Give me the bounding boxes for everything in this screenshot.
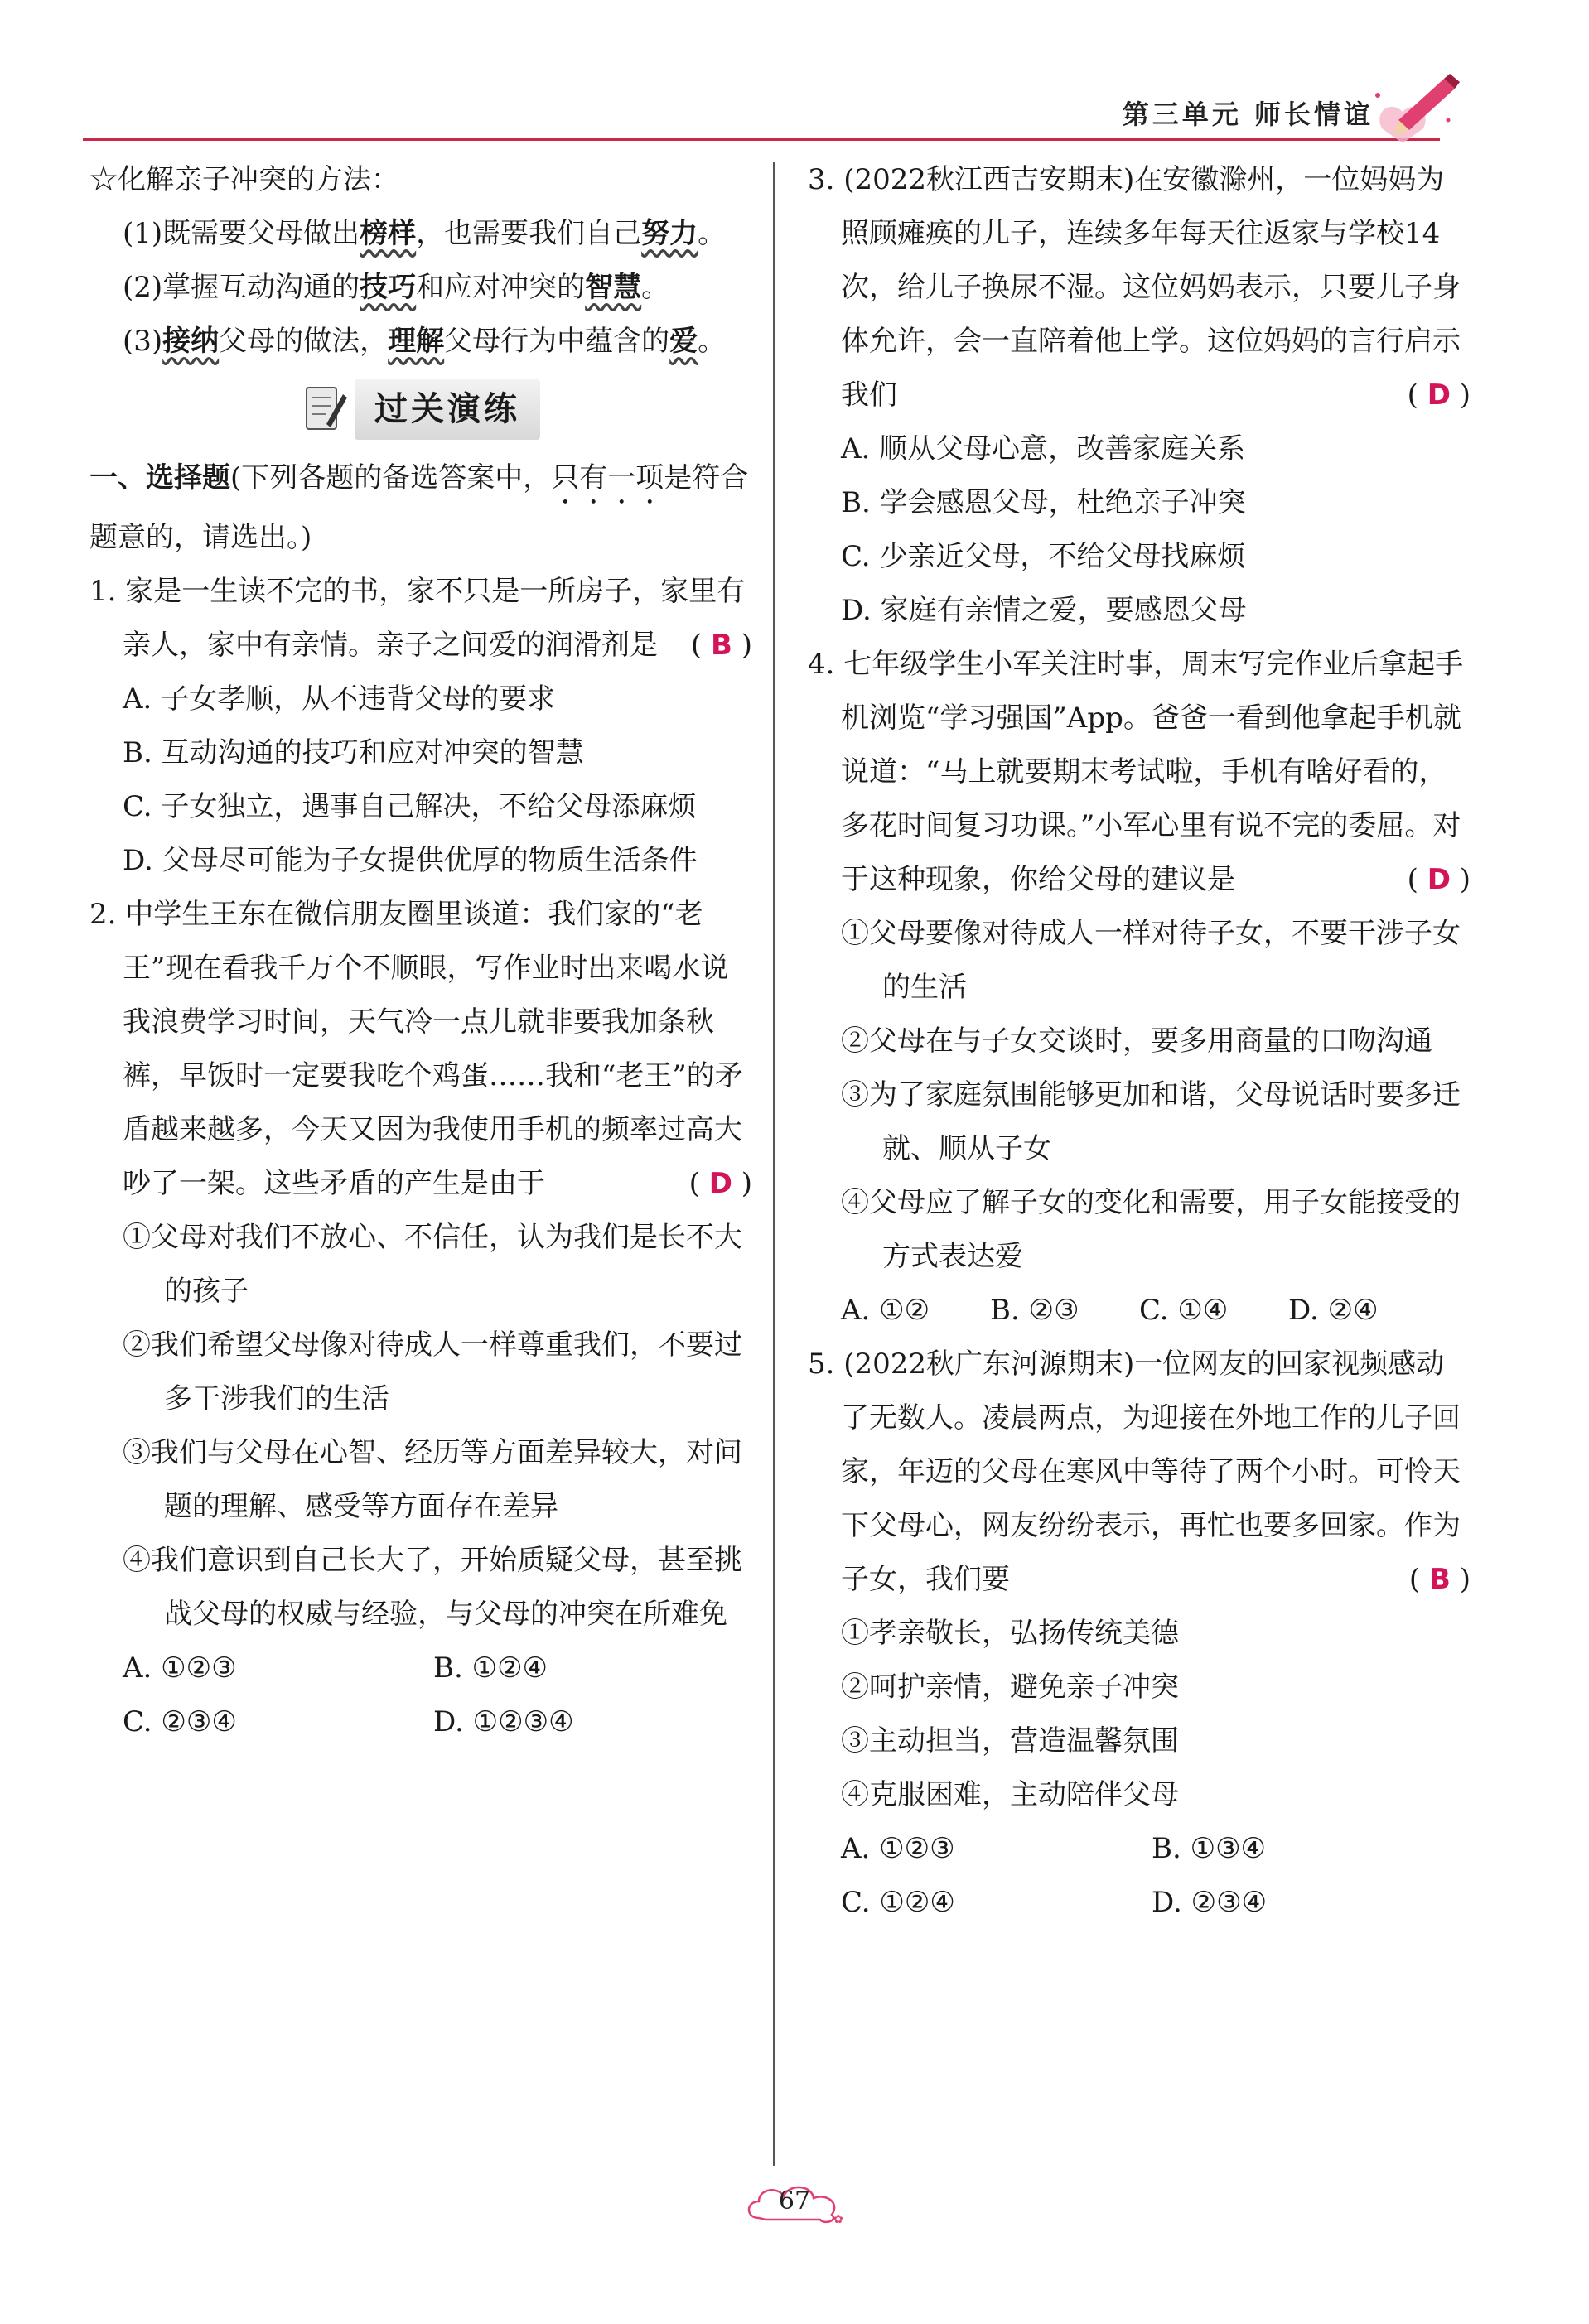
question-4-item-3: ③为了家庭氛围能够更加和谐，父母说话时要多迁就、顺从子女 [841,1078,1461,1165]
question-2 [89,888,752,1749]
part-heading: 一、选择题 [89,461,230,494]
question-4-choice-c: C. ①④ [1139,1294,1229,1327]
left-column [89,153,752,1749]
question-2-choices-row-2 [89,1695,752,1749]
tip-1-pre: (1)既需要父母做出 [123,217,360,250]
question-2-answer: ( D ) [688,1167,752,1200]
question-5-item-4: ④克服困难，主动陪伴父母 [841,1778,1179,1811]
question-2-choice-b: B. ①②④ [433,1651,548,1685]
tip-1-keyword-2: 努力 [641,217,698,250]
question-1-option-a: A. 子女孝顺，从不违背父母的要求 [123,682,556,716]
part-note-emphasis: 只有一项 [551,461,664,494]
question-5-choice-d: D. ②③④ [1152,1886,1268,1919]
tip-3-mid-2: 父母行为中蕴含的 [444,325,670,358]
question-2-text: 2. 中学生王东在微信朋友圈里谈道：我们家的“老王”现在看我千万个不顺眼，写作业时出来喝水说我浪费学习时间，天气冷一点儿就非要我加条秋裤，早饭时一定要我吃个鸡蛋……我和“老王”的矛盾越来越多，今天又因为我使用手机的频率过高大吵了一架。这些矛盾的产生是由于 [89,898,743,1200]
tip-3-pre: (3) [123,325,163,358]
pencil-heart-icon [1365,70,1465,145]
question-5-answer: ( B ) [1408,1563,1471,1596]
question-4-answer-letter: D [1427,863,1451,896]
svg-text:✿: ✿ [833,2213,843,2226]
question-3-answer-letter: D [1427,378,1451,412]
question-4-item-1: ①父母要像对待成人一样对待子女，不要干涉子女的生活 [841,917,1461,1004]
question-1-answer-letter: B [711,629,732,662]
question-5-choice-b: B. ①③④ [1152,1832,1267,1865]
tip-2 [89,261,752,315]
question-3-option-d: D. 家庭有亲情之爱，要感恩父母 [841,594,1247,627]
part-note-a: (下列各题的备选答案中， [230,461,552,494]
right-column [808,153,1471,1930]
question-5-stem [808,1338,1471,1607]
question-2-item-3: ③我们与父母在心智、经历等方面差异较大，对问题的理解、感受等方面存在差异 [123,1436,742,1523]
question-4-item-4: ④父母应了解子女的变化和需要，用子女能接受的方式表达爱 [841,1186,1461,1273]
question-1-option-b: B. 互动沟通的技巧和应对冲突的智慧 [123,736,584,769]
question-4-choice-a: A. ①② [841,1294,930,1327]
question-2-choice-a: A. ①②③ [123,1651,237,1685]
question-4-answer: ( D ) [1407,863,1471,896]
question-5-text: 5. (2022秋广东河源期末)一位网友的回家视频感动了无数人。凌晨两点，为迎接在外地工作的儿子回家，年迈的父母在寒风中等待了两个小时。可怜天下父母心，网友纷纷表示，再忙也要多回家。作为子女，我们要 [808,1348,1461,1596]
question-1-option-d: D. 父母尽可能为子女提供优厚的物质生活条件 [123,844,698,877]
question-3-option-a: A. 顺从父母心意，改善家庭关系 [841,432,1246,465]
part-heading-line [89,451,752,565]
question-3-option-c: C. 少亲近父母，不给父母找麻烦 [841,540,1246,573]
question-3-answer: ( D ) [1407,378,1471,412]
question-5-choice-a: A. ①②③ [841,1832,955,1865]
question-1-option-c: C. 子女独立，遇事自己解决，不给父母添麻烦 [123,790,697,823]
tip-2-keyword-1: 技巧 [360,271,417,304]
question-2-answer-letter: D [708,1167,732,1200]
tip-3-keyword-3: 爱 [669,325,698,358]
column-divider [773,162,775,2166]
question-2-item-2: ②我们希望父母像对待成人一样尊重我们，不要过多干涉我们的生活 [123,1328,742,1415]
part-note-b: 是符合题意的，请选出。) [89,461,749,554]
tip-3-keyword-2: 理解 [388,325,445,358]
section-title: 过关演练 [355,379,540,440]
tip-3-keyword-1: 接纳 [162,325,220,358]
question-2-choice-d: D. ①②③④ [433,1705,574,1738]
question-5-choices-row-1 [808,1822,1471,1876]
page-header [83,79,1490,145]
question-4-stem [808,638,1471,907]
question-1 [89,565,752,888]
tip-3 [89,315,752,369]
page-footer [0,2178,1589,2230]
question-5-item-1: ①孝亲敬长，弘扬传统美德 [841,1617,1179,1650]
question-2-item-4: ④我们意识到自己长大了，开始质疑父母，甚至挑战父母的权威与经验，与父母的冲突在所难免 [123,1544,742,1631]
page-number-cloud [741,2178,848,2226]
question-1-answer: ( B ) [690,629,752,662]
question-2-item-1: ①父母对我们不放心、不信任，认为我们是长不大的孩子 [123,1221,742,1308]
question-5-choice-c: C. ①②④ [841,1886,955,1919]
tip-title: ☆化解亲子冲突的方法： [89,163,399,196]
question-3-stem [808,153,1471,422]
question-1-stem [89,565,752,673]
tip-1-mid: ，也需要我们自己 [416,217,642,250]
question-2-choice-c: C. ②③④ [123,1705,237,1738]
tip-1 [89,207,752,261]
section-banner [89,372,752,446]
question-5-item-2: ②呵护亲情，避免亲子冲突 [841,1671,1179,1704]
page-number: 67 [778,2187,811,2216]
tip-1-keyword-1: 榜样 [360,217,417,250]
tip-1-post: 。 [698,217,727,250]
question-3-option-b: B. 学会感恩父母，杜绝亲子冲突 [841,486,1246,519]
question-2-stem [89,888,752,1211]
question-1-text: 1. 家是一生读不完的书，家不只是一所房子，家里有亲人，家中有亲情。亲子之间爱的润滑剂是 [89,575,746,662]
question-5-answer-letter: B [1429,1563,1451,1596]
notebook-pencil-icon [302,383,348,436]
question-5 [808,1338,1471,1930]
question-4-choices-row [808,1284,1471,1338]
question-4-choice-b: B. ②③ [990,1294,1079,1327]
question-5-item-3: ③主动担当，营造温馨氛围 [841,1724,1179,1757]
question-2-choices-row-1 [89,1642,752,1695]
tip-3-post: 。 [698,325,727,358]
tip-2-post: 。 [641,271,670,304]
question-5-choices-row-2 [808,1876,1471,1930]
tip-2-mid: 和应对冲突的 [416,271,586,304]
question-4 [808,638,1471,1338]
question-3 [808,153,1471,638]
header-rule [83,138,1440,141]
tip-2-keyword-2: 智慧 [585,271,642,304]
question-3-text: 3. (2022秋江西吉安期末)在安徽滁州，一位妈妈为照顾瘫痪的儿子，连续多年每天往返家与学校14次，给儿子换尿不湿。这位妈妈表示，只要儿子身体允许，会一直陪着他上学。这位妈妈的言行启示我们 [808,163,1461,412]
tip-3-mid: 父母的做法， [219,325,389,358]
tip-2-pre: (2)掌握互动沟通的 [123,271,360,304]
question-4-choice-d: D. ②④ [1288,1294,1379,1327]
question-4-text: 4. 七年级学生小军关注时事，周末写完作业后拿起手机浏览“学习强国”App。爸爸一看到他拿起手机就说道：“马上就要期末考试啦，手机有啥好看的，多花时间复习功课。”小军心里有说不完的委屈。对于这种现象，你给父母的建议是 [808,648,1464,896]
unit-title: 第三单元 师长情谊 [1122,99,1374,130]
question-4-item-2: ②父母在与子女交谈时，要多用商量的口吻沟通 [841,1025,1432,1058]
